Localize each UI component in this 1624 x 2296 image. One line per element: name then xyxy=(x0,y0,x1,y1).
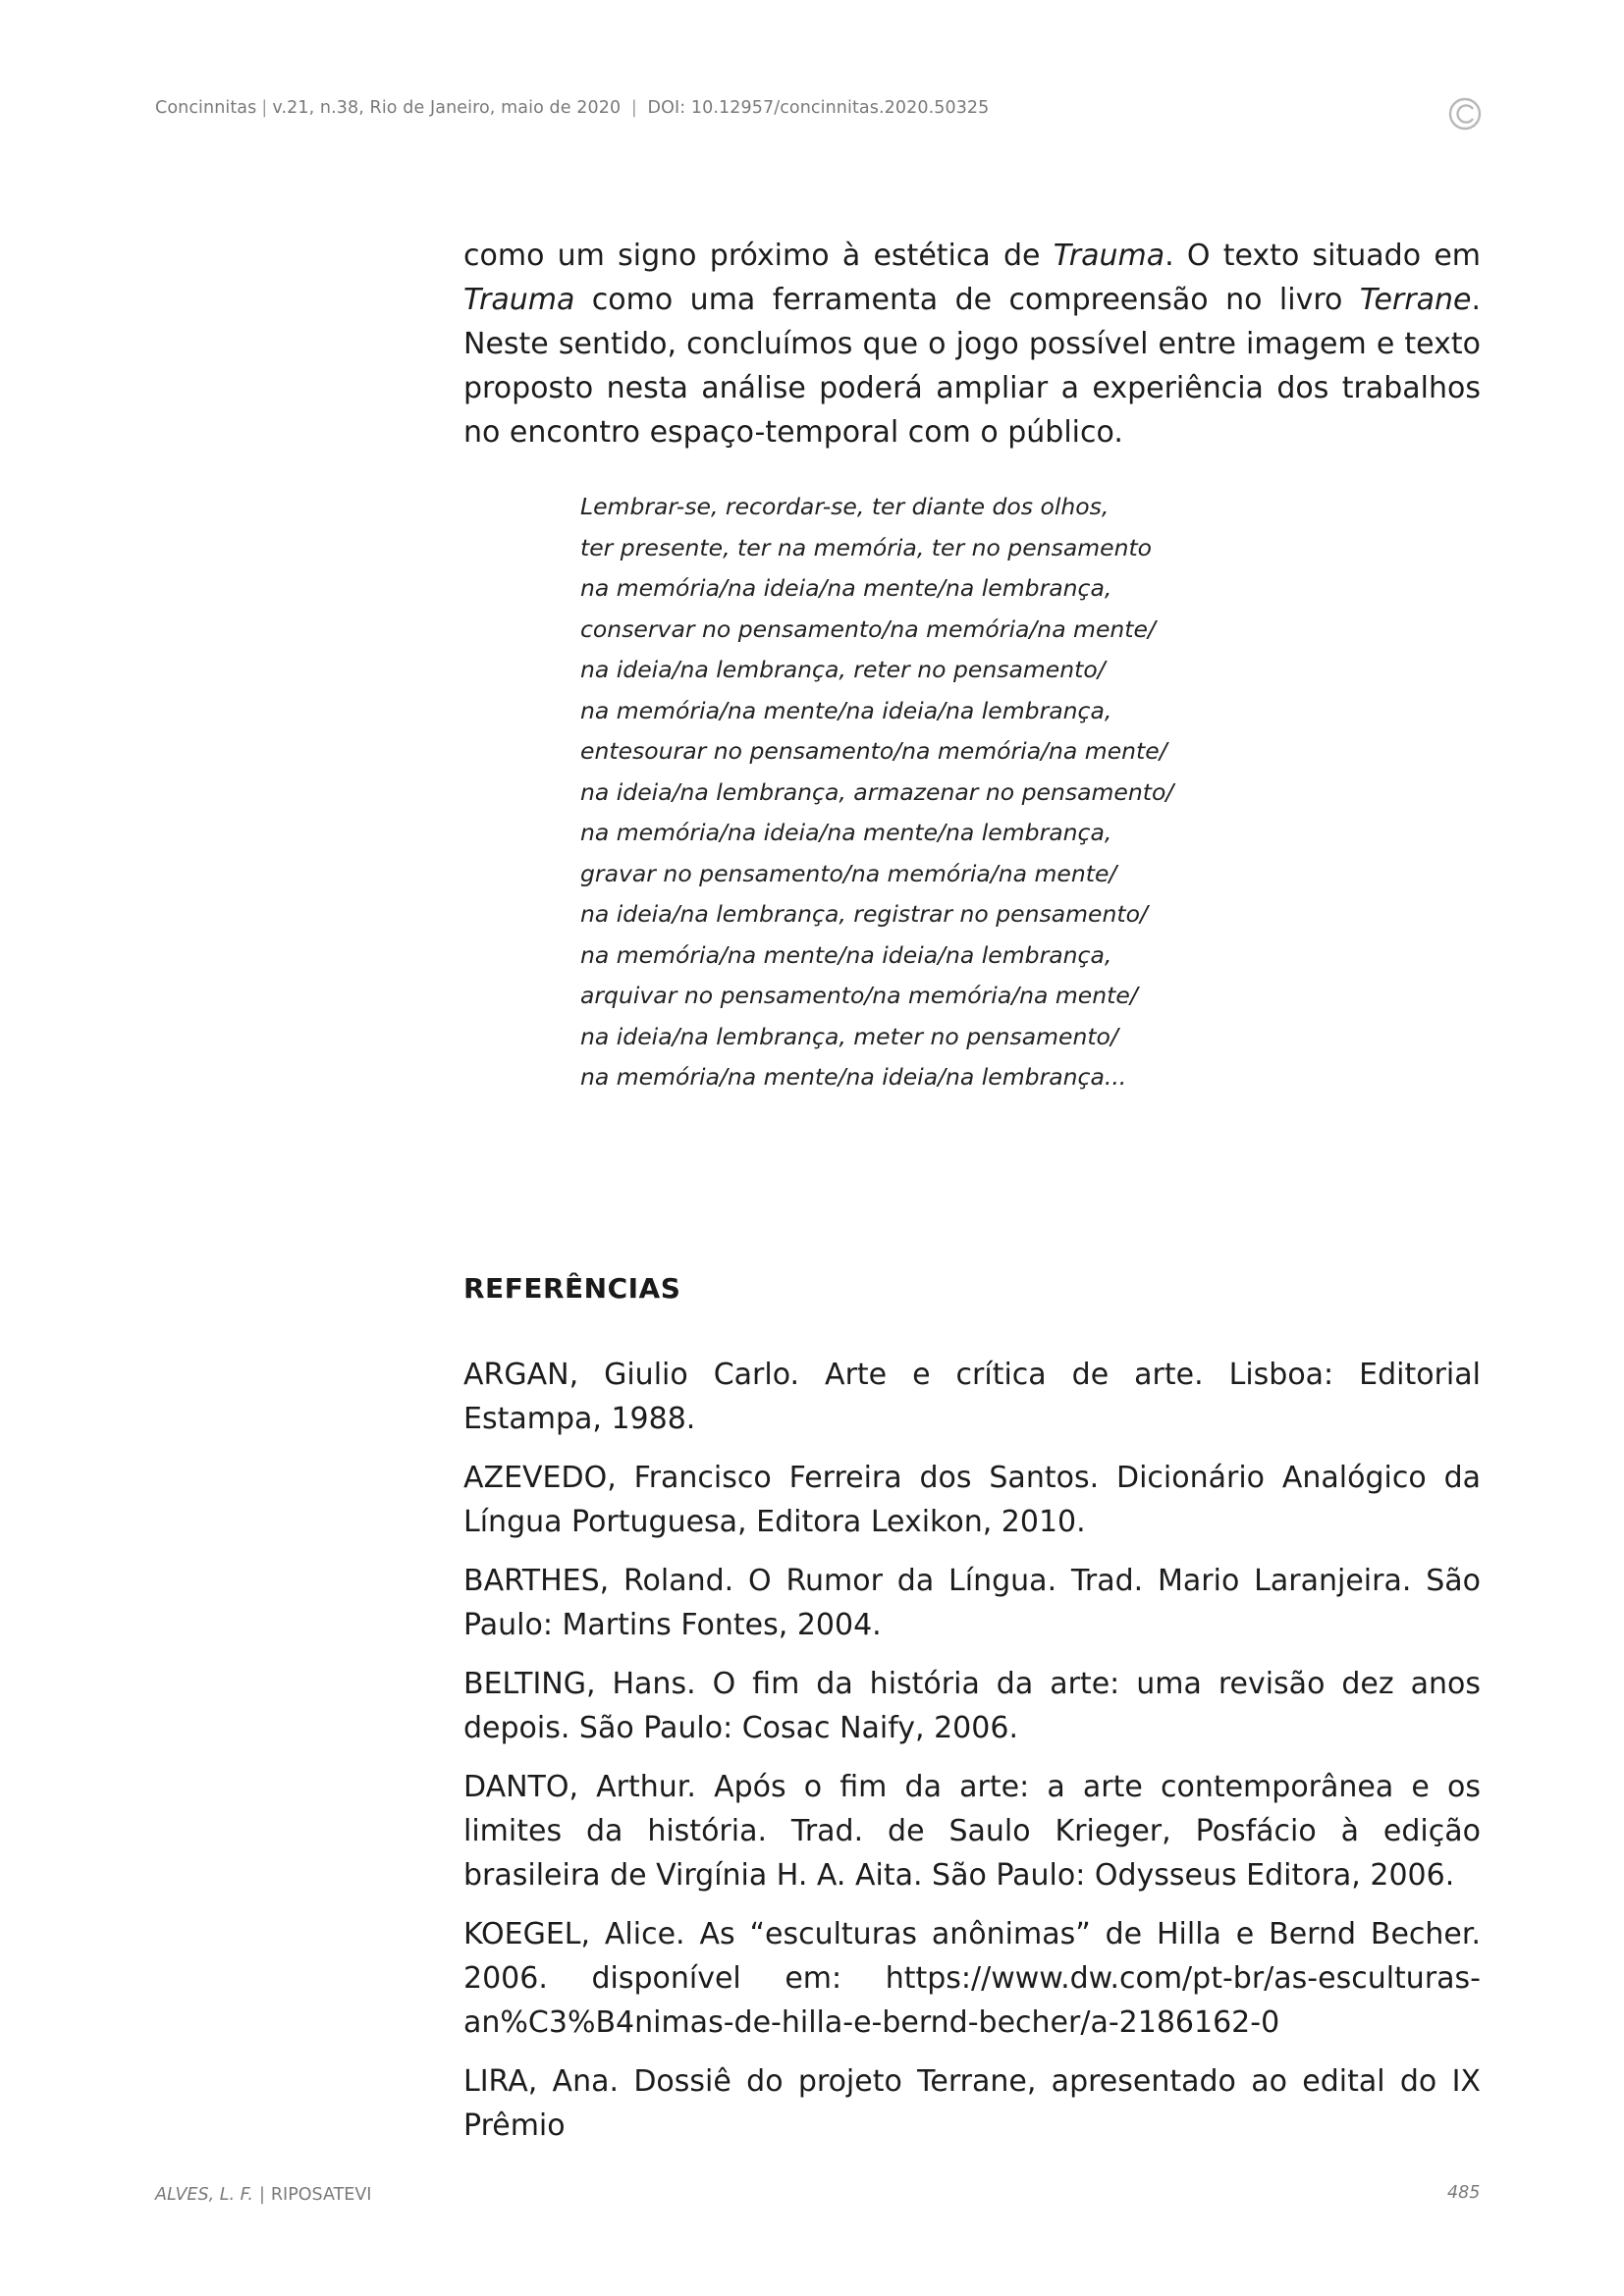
references-heading: REFERÊNCIAS xyxy=(463,1272,681,1305)
poem-line: na ideia/na lembrança, registrar no pensamento/ xyxy=(580,900,1148,928)
reference-item: BELTING, Hans. O fim da história da arte: uma revisão dez anos depois. São Paulo: Cosac Naify, 2006. xyxy=(463,1667,1481,1745)
body-paragraph xyxy=(463,234,1481,454)
reference-item: KOEGEL, Alice. As “esculturas anônimas” de Hilla e Bernd Becher. 2006. disponível em: https://www.dw.com/pt-br/as-esculturas-an%C3%B4nimas-de-hilla-e-bernd-becher/a-2186162-0 xyxy=(463,1917,1481,2040)
separator: | xyxy=(261,98,268,118)
poem-line: Lembrar-se, recordar-se, ter diante dos olhos, xyxy=(580,493,1110,520)
journal-issue: v.21, n.38, Rio de Janeiro, maio de 2020 xyxy=(272,98,622,118)
reference-item: DANTO, Arthur. Após o fim da arte: a arte contemporânea e os limites da história. Trad. de Saulo Krieger, Posfácio à edição brasileira de Virgínia H. A. Aita. São Paulo: Odysseus Editora, 2006. xyxy=(463,1770,1481,1893)
body-text: . Neste sentido, concluímos que o jogo possível entre imagem e texto proposto nesta análise poderá ampliar a experiência dos trabalhos no encontro espaço-temporal com o público. xyxy=(463,283,1481,450)
journal-name: Concinnitas xyxy=(155,98,257,118)
poem-line: na memória/na mente/na ideia/na lembrança, xyxy=(580,696,1112,724)
poem-line: arquivar no pensamento/na memória/na mente/ xyxy=(580,982,1138,1009)
poem-line: na ideia/na lembrança, reter no pensamento/ xyxy=(580,656,1106,683)
poem-line: entesourar no pensamento/na memória/na mente/ xyxy=(580,737,1167,765)
body-text: . O texto situado em xyxy=(1164,239,1481,273)
body-emphasis: Trauma xyxy=(1053,239,1165,273)
footer-author: ALVES, L. F. xyxy=(155,2185,253,2205)
reference-item: LIRA, Ana. Dossiê do projeto Terrane, apresentado ao edital do IX Prêmio xyxy=(463,2064,1481,2143)
poem-line: na memória/na ideia/na mente/na lembrança, xyxy=(580,819,1112,846)
concinnitas-c-logo-icon xyxy=(1447,96,1483,132)
poem-line: na memória/na mente/na ideia/na lembrança, xyxy=(580,940,1112,969)
reference-item: ARGAN, Giulio Carlo. Arte e crítica de arte. Lisboa: Editorial Estampa, 1988. xyxy=(463,1358,1481,1436)
body-text: como um signo próximo à estética de xyxy=(463,239,1054,273)
reference-item: AZEVEDO, Francisco Ferreira dos Santos. Dicionário Analógico da Língua Portuguesa, Editora Lexikon, 2010. xyxy=(463,1461,1481,1539)
separator: | xyxy=(625,98,643,118)
footer xyxy=(155,2185,371,2205)
body-emphasis: Terrane xyxy=(1359,283,1472,317)
poem-line: conservar no pensamento/na memória/na mente/ xyxy=(580,614,1156,643)
journal-doi: DOI: 10.12957/concinnitas.2020.50325 xyxy=(647,98,990,118)
body-text: como uma ferramenta de compreensão no livro xyxy=(574,283,1360,317)
poem-line: ter presente, ter na memória, ter no pensamento xyxy=(580,533,1153,561)
poem-quotation xyxy=(580,487,1326,1098)
poem-line: gravar no pensamento/na memória/na mente/ xyxy=(580,859,1117,887)
references-list xyxy=(463,1353,1481,2163)
poem-line: na ideia/na lembrança, meter no pensamento/ xyxy=(580,1022,1118,1050)
separator: | xyxy=(258,2185,265,2205)
body-emphasis: Trauma xyxy=(463,283,575,317)
running-head xyxy=(155,98,1490,118)
page-number: 485 xyxy=(1447,2183,1481,2203)
footer-title: RIPOSATEVI xyxy=(270,2185,372,2205)
poem-line: na ideia/na lembrança, armazenar no pensamento/ xyxy=(580,777,1174,806)
poem-line: na memória/na ideia/na mente/na lembrança, xyxy=(580,574,1112,602)
poem-line: na memória/na mente/na ideia/na lembrança... xyxy=(580,1063,1127,1091)
reference-item: BARTHES, Roland. O Rumor da Língua. Trad. Mario Laranjeira. São Paulo: Martins Fontes, 2004. xyxy=(463,1564,1481,1642)
